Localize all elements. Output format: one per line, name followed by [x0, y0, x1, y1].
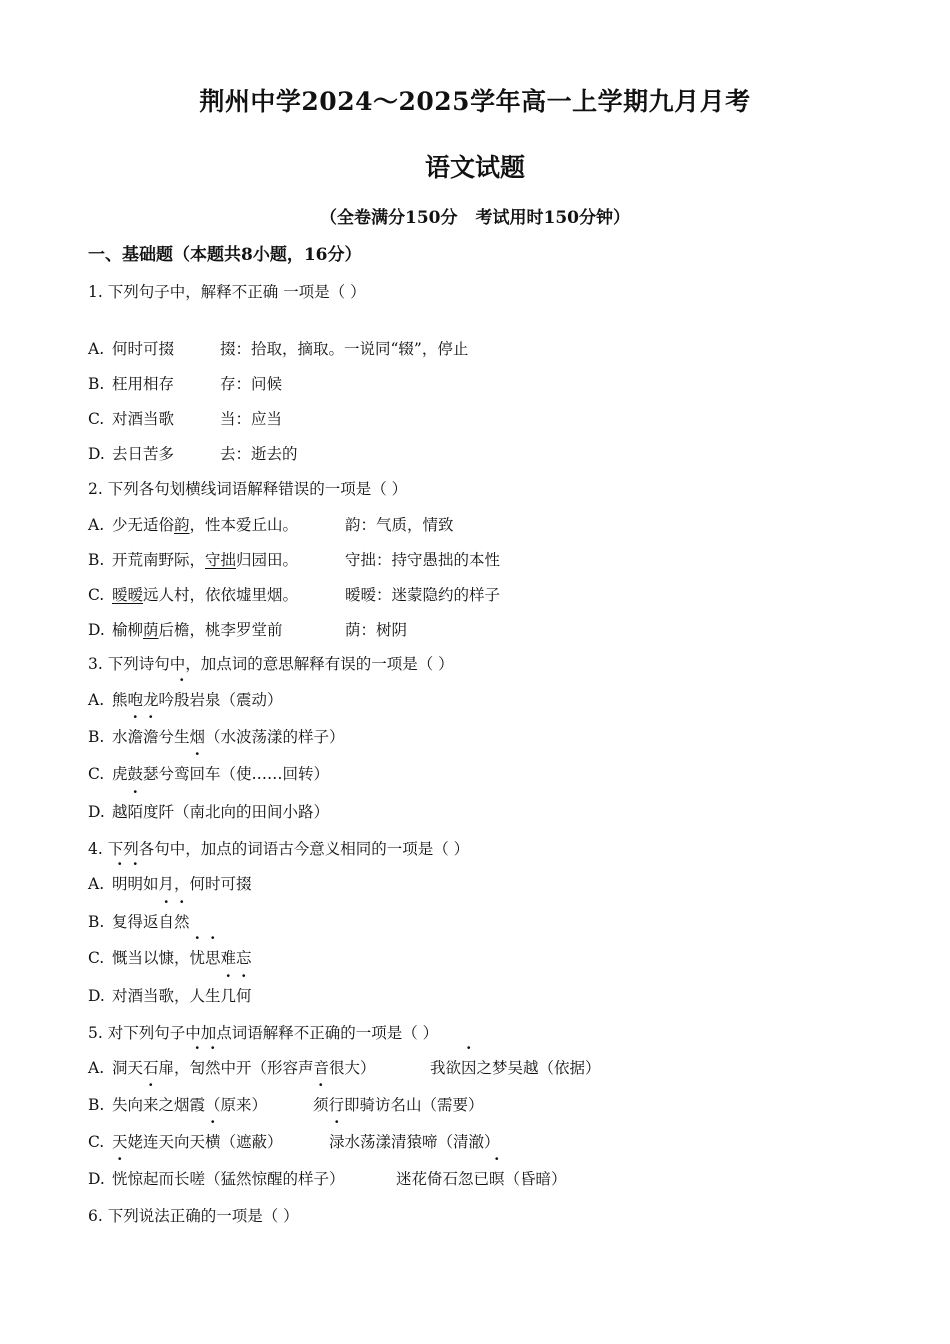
q2-d-label: D. [88, 621, 105, 639]
q4-b-pre: 复得返 [112, 913, 159, 931]
q4-option-b [88, 910, 190, 934]
q2-a-exp: 韵：气质，情致 [345, 516, 454, 534]
q2-c-label: C. [88, 586, 105, 604]
q5-d-post: 惊起而长嗟（猛然惊醒的样子） [127, 1170, 345, 1188]
q5-b-dotted: 来 [143, 1096, 159, 1114]
q3-c-pre: 虎鼓瑟兮鸾 [112, 765, 190, 783]
q1-d-text: 去日苦多 [112, 445, 175, 463]
q3-option-d [88, 800, 329, 824]
q2-a-post: ，性本爱丘山。 [189, 516, 299, 534]
q5-c-right [329, 1130, 500, 1154]
q3-d-label: D. [88, 803, 105, 821]
exam-note [0, 203, 950, 228]
q4-option-d [88, 984, 252, 1008]
q2-d-exp: 荫：树阴 [345, 621, 408, 639]
q4-stem: 4. 下列各句中，加点的词语古今意义相同的一项是（ ） [88, 840, 470, 858]
q5-option-a [88, 1056, 601, 1080]
q2-c-post: 远人村，依依墟里烟。 [143, 586, 299, 604]
q2-c-exp: 暧暧：迷蒙隐约的样子 [345, 586, 501, 604]
q2-option-c [88, 583, 501, 607]
q4-d-label: D. [88, 987, 105, 1005]
q3-d-post: 度阡（南北向的田间小路） [143, 803, 330, 821]
q5-a-post: 中开（形容声音很大） [220, 1059, 376, 1077]
q5-c-post: （遮蔽） [220, 1133, 283, 1151]
q3-a-post: 岩泉（震动） [189, 691, 283, 709]
q1-d-label: D. [88, 445, 105, 463]
q2-stem: 2. 下列各句划横线词语解释错误的一项是（ ） [88, 480, 408, 498]
q3-a-pre: 熊咆龙吟 [112, 691, 175, 709]
q1-b-text: 枉用相存 [112, 375, 175, 393]
q5-c-right-dotted: 渌 [329, 1133, 345, 1151]
q2-b-exp: 守拙：持守愚拙的本性 [345, 551, 501, 569]
q1-option-b [88, 372, 283, 396]
q3-c-label: C. [88, 765, 105, 783]
q3-b-pre: 水 [112, 728, 128, 746]
q5-d-label: D. [88, 1170, 105, 1188]
q1-option-d [88, 442, 298, 466]
q1-a-exp: 掇：拾取，摘取。一说同“辍”，停止 [220, 340, 469, 358]
q2-c-underlined: 暧暧 [112, 586, 144, 604]
exam-note-time: 考试用时150分钟） [475, 208, 630, 228]
q2-option-b [88, 548, 501, 572]
q5-d-right-post: （昏暗） [504, 1170, 567, 1188]
q2-option-d [88, 618, 408, 642]
q2-b-pre: 开荒南野际， [112, 551, 206, 569]
q5-b-post: 之烟霞（原来） [158, 1096, 268, 1114]
q1-d-exp: 去：逝去的 [220, 445, 298, 463]
q5-a-right [430, 1056, 601, 1080]
q5-option-d [88, 1167, 567, 1191]
q5-c-right-post: 水荡漾清猿啼（清澈） [344, 1133, 500, 1151]
q1-a-text: 何时可掇 [112, 340, 175, 358]
q1-stem: 1. 下列句子中，解释不正确 一项是（ ） [88, 283, 366, 301]
q5-a-right-dotted: 因 [461, 1059, 477, 1077]
q2-b-post: 归园田。 [236, 551, 299, 569]
q5-a-right-pre: 我欲 [430, 1059, 462, 1077]
q3-stem: 3. 下列诗句中，加点词的意思解释有误的一项是（ ） [88, 655, 454, 673]
q4-a-dotted-2: 明 [127, 875, 144, 893]
q3-option-b [88, 725, 345, 749]
q5-a-dotted-1: 訇 [189, 1059, 206, 1077]
q3-option-a [88, 688, 283, 712]
q4-b-label: B. [88, 913, 105, 931]
q4-c-dotted-2: 思 [205, 949, 221, 967]
q3-a-label: A. [88, 691, 105, 709]
q5-option-b [88, 1093, 484, 1117]
q4-c-pre: 慨当以慷， [112, 949, 190, 967]
q2-a-label: A. [88, 516, 105, 534]
q2-option-a [88, 513, 454, 537]
q1-c-text: 对酒当歌 [112, 410, 175, 428]
q4-a-label: A. [88, 875, 105, 893]
q2-b-label: B. [88, 551, 105, 569]
q3-b-label: B. [88, 728, 105, 746]
q5-a-pre: 洞天石扉， [112, 1059, 190, 1077]
exam-title: 荆州中学2024～2025学年高一上学期九月月考 [199, 87, 751, 116]
q4-d-pre: 对酒当歌，人生 [112, 987, 221, 1005]
q1-option-c [88, 407, 283, 431]
q2-b-underlined: 守拙 [205, 551, 237, 569]
q5-b-pre: 失向 [112, 1096, 144, 1114]
q3-b-dotted-2: 澹 [143, 728, 159, 746]
q5-c-dotted: 横 [205, 1133, 221, 1151]
q5-a-right-post: 之梦吴越（依据） [476, 1059, 601, 1077]
q1-b-label: B. [88, 375, 105, 393]
q4-option-a [88, 872, 252, 896]
q3-option-c [88, 762, 329, 786]
q2-d-underlined: 荫 [143, 621, 159, 639]
q2-a-pre: 少无适俗 [112, 516, 175, 534]
q4-a-post: 如月，何时可掇 [143, 875, 252, 893]
section-heading: 一、基础题（本题共8小题，16分） [88, 245, 362, 265]
q3-d-pre: 越 [112, 803, 128, 821]
q6-stem: 6. 下列说法正确的一项是（ ） [88, 1207, 299, 1225]
q3-c-post: 车（使……回转） [205, 765, 330, 783]
q5-stem: 5. 对下列句子中加点词语解释不正确的一项是（ ） [88, 1024, 439, 1042]
q5-c-pre: 天姥连天向天 [112, 1133, 206, 1151]
q4-c-label: C. [88, 949, 105, 967]
exam-subject: 语文试题 [424, 153, 525, 182]
q5-b-right-dotted: 须 [313, 1096, 329, 1114]
q1-a-label: A. [88, 340, 105, 358]
q4-b-dotted-2: 然 [174, 913, 190, 931]
q3-a-dotted: 殷 [174, 691, 190, 709]
q3-d-dotted: 陌 [127, 803, 144, 821]
q2-d-pre: 榆柳 [112, 621, 144, 639]
q1-c-label: C. [88, 410, 105, 428]
q1-option-a [88, 337, 469, 361]
q5-d-right-pre: 迷花倚石忽已 [396, 1170, 490, 1188]
q4-d-dotted-2: 何 [236, 987, 252, 1005]
q1-b-exp: 存：问候 [220, 375, 283, 393]
q5-b-right-post: 行即骑访名山（需要） [328, 1096, 484, 1114]
q5-d-right-dotted: 暝 [489, 1170, 505, 1188]
q3-c-dotted: 回 [189, 765, 206, 783]
q5-d-dotted: 恍 [112, 1170, 128, 1188]
q5-c-label: C. [88, 1133, 105, 1151]
q2-d-post: 后檐，桃李罗堂前 [158, 621, 283, 639]
exam-note-score: （全卷满分150分 [320, 208, 458, 228]
q3-b-post: 兮生烟（水波荡漾的样子） [158, 728, 345, 746]
q3-b-dotted-1: 澹 [127, 728, 144, 746]
q4-c-dotted-1: 忧 [189, 949, 206, 967]
q5-a-label: A. [88, 1059, 105, 1077]
q5-a-dotted-2: 然 [205, 1059, 221, 1077]
q4-a-dotted-1: 明 [112, 875, 128, 893]
q4-d-dotted-1: 几 [220, 987, 237, 1005]
q2-a-underlined: 韵 [174, 516, 190, 534]
q5-d-right [396, 1167, 567, 1191]
q4-b-dotted-1: 自 [158, 913, 175, 931]
q5-b-label: B. [88, 1096, 105, 1114]
q1-c-exp: 当：应当 [220, 410, 283, 428]
q4-c-post: 难忘 [220, 949, 252, 967]
